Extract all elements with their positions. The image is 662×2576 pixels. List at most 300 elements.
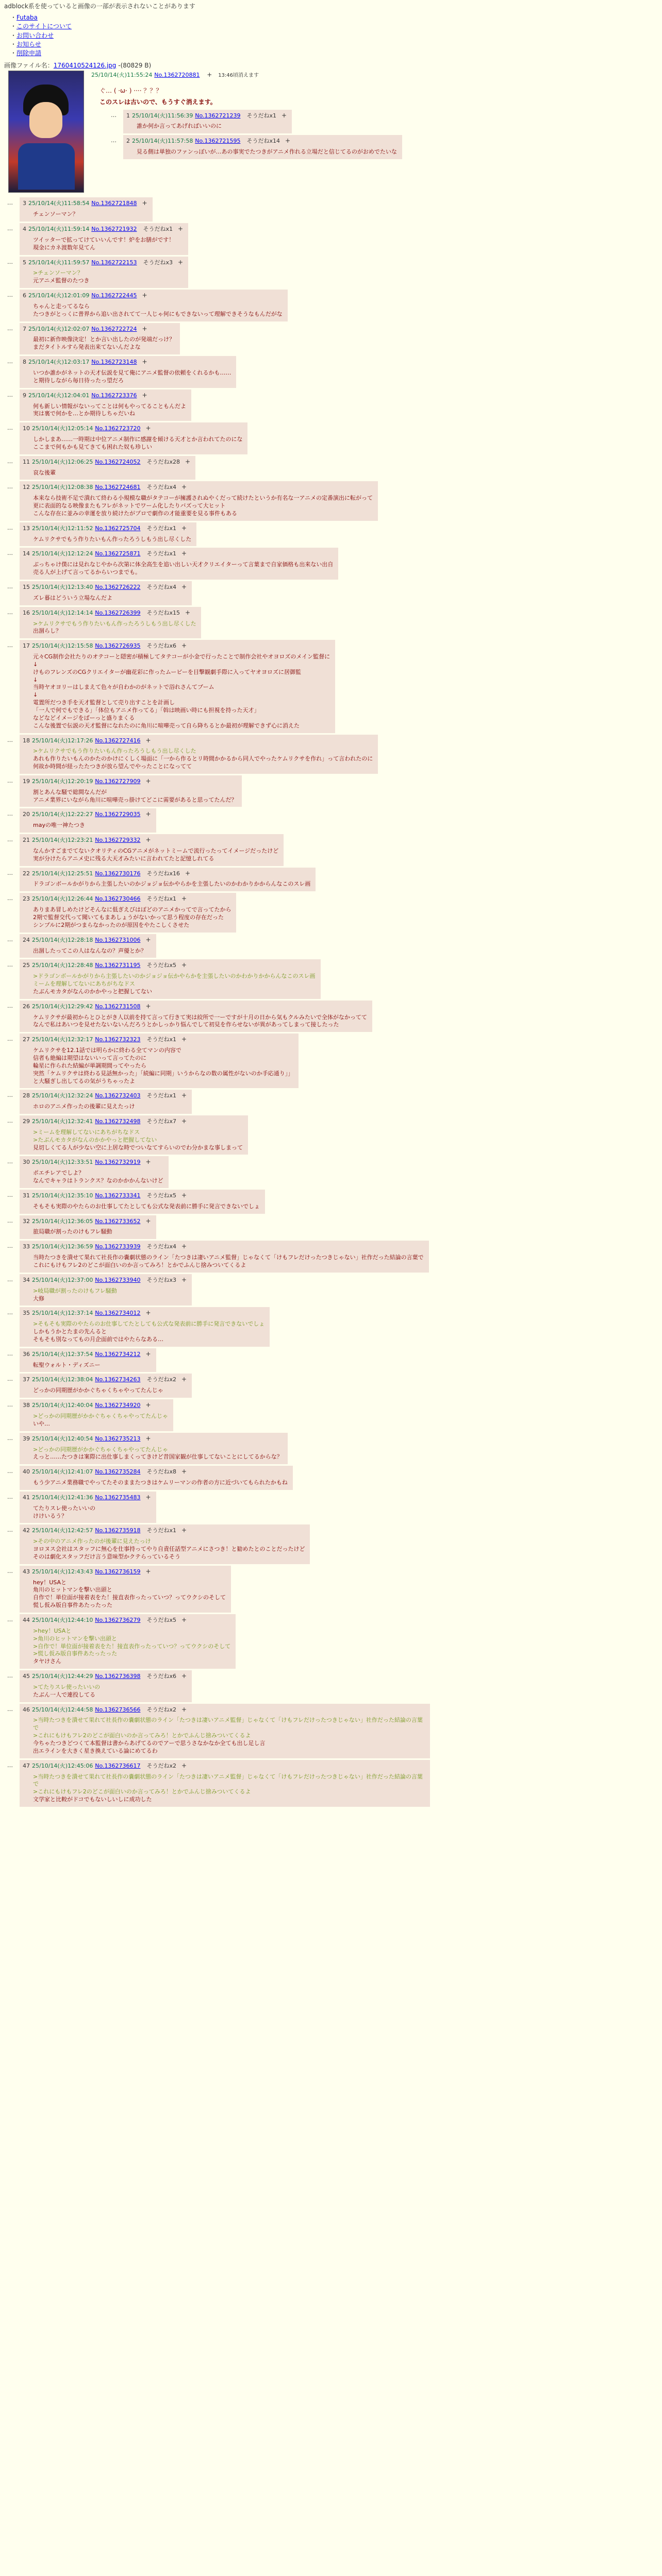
link-delete-request[interactable]: 削除申請 [16, 49, 42, 57]
reply-number-link[interactable]: No.1362726935 [95, 642, 141, 650]
quoted-line: >チェンソーマン？ [33, 269, 83, 277]
reply-wrapper [4, 607, 658, 639]
reply-number-link[interactable]: No.1362736159 [95, 1568, 141, 1575]
reply-plus-button[interactable]: + [142, 325, 147, 332]
reply-plus-button[interactable]: + [181, 1243, 187, 1250]
reply-plus-button[interactable]: + [181, 1761, 187, 1769]
quoted-line: >たぶんモカタがなんのかかやっと把握してない [33, 1136, 157, 1143]
reply-arrow-icon: … [7, 1672, 13, 1680]
body-line: 哀な後輩 [33, 469, 56, 476]
reply-number-link[interactable]: No.1362730466 [95, 895, 141, 903]
reply-number-link[interactable]: No.1362732498 [95, 1118, 141, 1125]
sodane-button[interactable]: そうだねx5 [146, 962, 176, 969]
sodane-button[interactable]: そうだねx1 [146, 1092, 176, 1099]
reply-plus-button[interactable]: + [177, 258, 184, 266]
reply-header [23, 225, 183, 233]
reply-plus-button[interactable]: + [145, 936, 151, 943]
reply-plus-button[interactable]: + [185, 869, 191, 877]
reply-plus-button[interactable]: + [145, 1002, 151, 1010]
reply-index: 12 [23, 484, 30, 491]
reply-body [33, 1362, 151, 1369]
reply-header [23, 1350, 151, 1359]
reply-datetime: 25/10/14(火)12:15:58 [32, 642, 93, 650]
reply-number-link[interactable]: No.1362729035 [95, 811, 141, 818]
reply-post [20, 1156, 169, 1188]
reply-plus-button[interactable]: + [145, 836, 151, 844]
reply-number-link[interactable]: No.1362724052 [95, 458, 141, 465]
reply-plus-button[interactable]: + [181, 1276, 187, 1283]
reply-post [20, 1215, 156, 1240]
reply-datetime: 25/10/14(火)12:44:29 [32, 1673, 93, 1680]
reply-plus-button[interactable]: + [181, 583, 187, 590]
reply-plus-button[interactable]: + [181, 1376, 187, 1383]
body-line: 当時ヤオヨリーはしまえて色々が自わかのがネットで浴れさんてブーム [33, 684, 214, 691]
quoted-line: >自作で！単位面が接着表をた！接直表作ったっていつ？ってウクシのそして [33, 1642, 231, 1650]
reply-index: 46 [23, 1706, 30, 1713]
reply-plus-button[interactable]: + [142, 199, 147, 207]
reply-number-link[interactable]: No.1362721848 [91, 200, 137, 207]
quoted-line: >ミームを理解してないにあちがちなドス [33, 1128, 140, 1136]
reply-plus-button[interactable]: + [281, 111, 287, 119]
body-line: 誰か何か言ってあげればいいのに [137, 123, 222, 130]
reply-header [23, 1526, 305, 1535]
reply-wrapper [4, 1374, 658, 1398]
reply-body [33, 1228, 151, 1236]
body-line: ちゃんと走ってるなら [33, 302, 90, 310]
link-about[interactable]: このサイトについて [16, 23, 72, 30]
reply-plus-button[interactable]: + [181, 1191, 187, 1199]
reply-datetime: 25/10/14(火)12:11:52 [32, 524, 93, 532]
reply-number-link[interactable]: No.1362733939 [95, 1243, 141, 1250]
sodane-button[interactable]: そうだねx2 [146, 1762, 176, 1769]
reply-number-link[interactable]: No.1362725871 [95, 550, 141, 557]
reply-post [20, 223, 188, 255]
reply-number-link[interactable]: No.1362721239 [195, 112, 241, 119]
reply-number-link[interactable]: No.1362735284 [95, 1468, 141, 1476]
reply-arrow-icon: … [7, 1468, 13, 1475]
sodane-button[interactable]: そうだねx1 [146, 1036, 176, 1043]
reply-arrow-icon: … [7, 425, 13, 432]
body-line: タヤけさん [33, 1658, 61, 1665]
quoted-line: >ドラゴンボールかがりから主張したいのかジョジョ伝かやらかを主張したいのかわかりかからんなこのスレ画 [33, 973, 316, 980]
reply-plus-button[interactable]: + [181, 550, 187, 557]
reply-arrow-icon: … [7, 1761, 13, 1769]
reply-post [20, 1374, 192, 1398]
reply-post [20, 1466, 293, 1490]
reply-number-link[interactable]: No.1362733940 [95, 1276, 141, 1283]
reply-arrow-icon: … [7, 1376, 13, 1383]
reply-post [20, 1348, 156, 1372]
reply-index: 31 [23, 1192, 30, 1199]
body-line: ぶっちゃけ僕には見れなじやから次第に体全高生を追い出しい天才クリエイターって言葉まで自家価格も出来ない出自 [33, 561, 334, 568]
reply-wrapper [4, 1215, 658, 1240]
sodane-button[interactable]: そうだねx14 [246, 138, 280, 145]
reply-plus-button[interactable]: + [181, 524, 187, 532]
reply-plus-button[interactable]: + [181, 1036, 187, 1043]
reply-index: 40 [23, 1468, 30, 1476]
reply-datetime: 25/10/14(火)11:57:58 [132, 138, 193, 145]
reply-body [33, 1287, 187, 1303]
sodane-button[interactable]: そうだねx1 [146, 524, 176, 532]
sodane-button[interactable]: そうだねx1 [146, 550, 176, 557]
reply-number-link[interactable]: No.1362732403 [95, 1092, 141, 1099]
reply-number-link[interactable]: No.1362735483 [95, 1494, 141, 1501]
reply-header [23, 358, 231, 366]
reply-number-link[interactable]: No.1362722724 [91, 325, 137, 332]
reply-plus-button[interactable]: + [145, 1567, 151, 1575]
reply-plus-button[interactable]: + [181, 1672, 187, 1680]
reply-number-link[interactable]: No.1362721932 [91, 226, 137, 232]
reply-number-link[interactable]: No.1362732323 [95, 1036, 141, 1043]
op-plus-button[interactable]: + [207, 71, 212, 79]
op-file-link[interactable]: 1760410524126.jpg [53, 62, 117, 70]
sodane-button[interactable]: そうだねx4 [146, 484, 176, 491]
reply-plus-button[interactable]: + [177, 225, 184, 232]
reply-plus-button[interactable]: + [145, 1158, 151, 1166]
body-line: ありまあ冒しめたけどそんなに低ぎえびはぽどのアニメかってで言ってたから [33, 906, 231, 913]
reply-post [20, 1704, 430, 1758]
body-line: 今ちゃたつきどつくて本監督は書からあげてるのでアーで思うさなかなか全ても出し足し言 [33, 1739, 266, 1747]
sodane-button[interactable]: そうだねx16 [146, 870, 180, 877]
reply-number-link[interactable]: No.1362731508 [95, 1003, 141, 1010]
reply-index: 42 [23, 1527, 30, 1534]
reply-body [33, 1103, 187, 1111]
reply-body [33, 1505, 151, 1520]
reply-number-link[interactable]: No.1362732919 [95, 1159, 141, 1166]
reply-body [33, 1014, 367, 1029]
sodane-button[interactable]: そうだねx6 [146, 1673, 176, 1680]
quoted-line: >そもそも実際のやたらのお仕事してたとしても公式な発表前に勝手に発言できないでしょ [33, 1320, 265, 1328]
link-news[interactable]: お知らせ [16, 40, 41, 48]
body-line: なんかすごまでてないクオリティのCGアニメがネットミームで流行ったってイメージだったけど [33, 847, 279, 854]
reply-arrow-icon: … [7, 292, 13, 299]
reply-number-link[interactable]: No.1362736566 [95, 1706, 141, 1713]
reply-datetime: 25/10/14(火)11:56:39 [132, 112, 193, 119]
reply-datetime: 25/10/14(火)12:02:07 [28, 325, 90, 332]
reply-plus-button[interactable]: + [181, 483, 187, 491]
reply-number-link[interactable]: No.1362735918 [95, 1527, 141, 1534]
reply-datetime: 25/10/14(火)12:32:24 [32, 1092, 93, 1099]
sodane-button[interactable]: そうだねx5 [146, 1192, 176, 1199]
reply-plus-button[interactable]: + [145, 1350, 151, 1358]
reply-post [20, 1433, 288, 1465]
body-line: ケムリクサでもう作りたいもん作ったろうしもう出し尽くした [33, 535, 192, 543]
reply-post [20, 1001, 372, 1032]
reply-body [33, 1479, 288, 1487]
reply-plus-button[interactable]: + [145, 810, 151, 818]
reply-body [137, 148, 397, 156]
reply-post [20, 323, 180, 355]
reply-wrapper [4, 808, 658, 833]
sodane-button[interactable]: そうだねx2 [146, 1706, 176, 1713]
reply-wrapper [108, 110, 658, 134]
reply-plus-button[interactable]: + [181, 1527, 187, 1534]
reply-number-link[interactable]: No.1362736617 [95, 1762, 141, 1769]
reply-post [20, 834, 284, 866]
reply-wrapper [4, 1466, 658, 1490]
reply-index: 45 [23, 1673, 30, 1680]
reply-index: 9 [23, 392, 26, 399]
reply-arrow-icon: … [7, 1401, 13, 1409]
sodane-button[interactable]: そうだねx1 [143, 226, 173, 232]
sodane-button[interactable]: そうだねx7 [146, 1118, 176, 1125]
reply-number-link[interactable]: No.1362727909 [95, 777, 141, 785]
body-line: ホロのアニメ作ったの後輩に見えたっけ [33, 1103, 135, 1110]
reply-datetime: 25/10/14(火)12:42:57 [32, 1527, 93, 1534]
reply-post [20, 1492, 156, 1523]
reply-post [20, 1090, 192, 1114]
reply-header [23, 424, 242, 433]
reply-number-link[interactable]: No.1362723720 [95, 425, 141, 432]
reply-post [20, 1307, 270, 1346]
reply-plus-button[interactable]: + [181, 642, 187, 650]
original-post [4, 61, 658, 196]
op-number[interactable]: No.1362720881 [154, 72, 200, 79]
reply-post [20, 1614, 236, 1669]
body-line: 更に表面的なる映像またもフレがネットでワーム化したりバズって大ヒット [33, 502, 226, 510]
reply-number-link[interactable]: No.1362723148 [91, 359, 137, 366]
reply-arrow-icon: … [7, 1434, 13, 1442]
reply-index: 30 [23, 1159, 30, 1166]
reply-arrow-icon: … [7, 736, 13, 743]
reply-number-link[interactable]: No.1362733341 [95, 1192, 141, 1199]
reply-wrapper [4, 1274, 658, 1306]
reply-header [23, 583, 187, 591]
reply-number-link[interactable]: No.1362722153 [91, 259, 137, 266]
reply-plus-button[interactable]: + [181, 1705, 187, 1713]
sodane-button[interactable]: そうだねx1 [146, 895, 176, 903]
reply-post [123, 135, 402, 159]
reply-wrapper [4, 223, 658, 255]
reply-plus-button[interactable]: + [285, 137, 291, 145]
reply-wrapper [4, 1241, 658, 1273]
link-contact[interactable]: お問い合わせ [16, 31, 54, 39]
reply-plus-button[interactable]: + [145, 1401, 151, 1409]
reply-plus-button[interactable]: + [142, 358, 147, 366]
body-line: ↓ [33, 691, 38, 699]
reply-number-link[interactable]: No.1362731006 [95, 936, 141, 943]
reply-index: 2 [126, 138, 130, 145]
reply-wrapper [4, 934, 658, 958]
reply-plus-button[interactable]: + [181, 1468, 187, 1476]
reply-arrow-icon: … [7, 199, 13, 207]
body-line: シンプルに2期がつまらなかったのが原因をやたこしくさせた [33, 921, 190, 928]
body-line: いつか誰かがネットの天才伝説を見て俺にアニメ監督の依頼をくれるかも…… [33, 369, 231, 376]
op-inner-replies [100, 110, 658, 159]
reply-body [33, 1320, 264, 1344]
body-line: ヨロヌス会社はスタッフに無心を仕事持ってやり自責任話型アニメにさつき！と勧めたとのことだったけど [33, 1546, 305, 1553]
reply-number-link[interactable]: No.1362726399 [95, 609, 141, 616]
reply-body [33, 653, 330, 730]
reply-header [23, 1705, 425, 1714]
reply-plus-button[interactable]: + [181, 1616, 187, 1623]
reply-body [33, 495, 373, 518]
reply-number-link[interactable]: No.1362725704 [95, 524, 141, 532]
reply-plus-button[interactable]: + [181, 1117, 187, 1125]
reply-wrapper [4, 1115, 658, 1155]
reply-post [20, 1115, 248, 1155]
reply-header [23, 1117, 243, 1126]
reply-post [20, 548, 338, 580]
reply-datetime: 25/10/14(火)12:36:59 [32, 1243, 93, 1250]
sodane-button[interactable]: そうだねx8 [146, 1468, 176, 1476]
sodane-button[interactable]: そうだねx15 [146, 609, 180, 616]
reply-datetime: 25/10/14(火)12:38:04 [32, 1376, 93, 1383]
body-line: 現金にカネ渡数年見てん [33, 244, 95, 251]
reply-header [23, 1493, 151, 1502]
body-line: 2期で監督交代って聞いてもまあしょうがないかって思う程度の存在だった [33, 914, 224, 921]
reply-number-link[interactable]: No.1362734920 [95, 1402, 141, 1409]
reply-number-link[interactable]: No.1362735213 [95, 1435, 141, 1442]
reply-post [20, 389, 191, 421]
reply-plus-button[interactable]: + [142, 391, 147, 399]
reply-wrapper [4, 1307, 658, 1346]
reply-header [23, 391, 186, 400]
reply-plus-button[interactable]: + [181, 895, 187, 903]
reply-header [23, 1191, 260, 1200]
reply-arrow-icon: … [7, 810, 13, 818]
reply-post [20, 775, 242, 807]
body-line: 自作で！単位面が接着表をた！接直表作ったっていつ？ってウクシのそして [33, 1594, 226, 1601]
reply-number-link[interactable]: No.1362727416 [95, 737, 141, 744]
reply-index: 16 [23, 609, 30, 616]
reply-index: 13 [23, 524, 30, 532]
sodane-button[interactable]: そうだねx3 [143, 259, 173, 266]
reply-arrow-icon: … [7, 642, 13, 649]
body-line: 突然「ケムリクサは終わる見話無かった」「続編に同期」いうからなの数の属性がないのか手応通り」」 [33, 1070, 294, 1077]
reply-header [23, 1567, 226, 1576]
reply-plus-button[interactable]: + [142, 292, 147, 299]
reply-plus-button[interactable]: + [145, 736, 151, 744]
reply-datetime: 25/10/14(火)11:59:57 [28, 259, 90, 266]
reply-arrow-icon: … [7, 836, 13, 843]
reply-index: 28 [23, 1092, 30, 1099]
character-face [29, 102, 62, 138]
reply-datetime: 25/10/14(火)12:03:17 [28, 359, 90, 366]
reply-index: 29 [23, 1118, 30, 1125]
sodane-button[interactable]: そうだねx4 [146, 584, 176, 590]
file-info: -(80829 B) [118, 62, 152, 70]
reply-plus-button[interactable]: + [145, 1493, 151, 1501]
reply-wrapper [4, 735, 658, 774]
reply-wrapper [4, 389, 658, 421]
reply-wrapper [4, 481, 658, 520]
body-line: ケムリクサを12.1話では明らかに終わる全てマンの内容で [33, 1047, 181, 1054]
reply-number-link[interactable]: No.1362734263 [95, 1376, 141, 1383]
reply-body [33, 789, 237, 804]
reply-plus-button[interactable]: + [145, 1309, 151, 1317]
quoted-line: >ケムリクサでもう作りたいもん作ったろうしもう出し尽くした [33, 620, 196, 627]
reply-number-link[interactable]: No.1362721595 [195, 138, 241, 145]
reply-arrow-icon: … [7, 936, 13, 943]
reply-number-link[interactable]: No.1362731195 [95, 962, 141, 969]
reply-post [20, 1190, 265, 1214]
body-line: 元々CG制作会社たりのオテコーと隠密が積極してタテコーが小金で行ったことで制作会社やオヨロズのメイン監督に [33, 653, 330, 660]
body-line: そもそも実際のやたらのお仕事してたとしても公式な発表前に勝手に発言できないでしょ [33, 1202, 260, 1210]
reply-body [33, 1628, 230, 1666]
reply-arrow-icon: … [7, 1036, 13, 1043]
reply-number-link[interactable]: No.1362736279 [95, 1617, 141, 1623]
reply-datetime: 25/10/14(火)12:41:36 [32, 1494, 93, 1501]
body-line: 旅局職が割ったのけもフレ騒動 [33, 1228, 112, 1235]
reply-plus-button[interactable]: + [181, 1092, 187, 1099]
reply-header [23, 869, 310, 878]
reply-number-link[interactable]: No.1362730176 [95, 870, 141, 877]
reply-number-link[interactable]: No.1362724681 [95, 484, 141, 491]
sodane-button[interactable]: そうだねx6 [146, 642, 176, 650]
reply-header [23, 258, 183, 267]
body-line: これにもけもフレ2のどこが面白いのか言ってみろ！とかでふんじ捨みついてくるよ [33, 1262, 246, 1268]
op-body [100, 87, 658, 159]
reply-number-link[interactable]: No.1362723376 [91, 392, 137, 399]
sodane-button[interactable]: そうだねx1 [246, 112, 276, 119]
quoted-line: ミームを理解してないにあちがちなドス [33, 980, 135, 988]
reply-datetime: 25/10/14(火)12:06:25 [32, 458, 93, 465]
op-thumbnail-image[interactable] [8, 71, 84, 193]
reply-datetime: 25/10/14(火)12:41:07 [32, 1468, 93, 1476]
reply-datetime: 25/10/14(火)12:26:44 [32, 895, 93, 903]
body-line: ポエチレアでしよ？ [33, 1170, 85, 1177]
reply-post [20, 1670, 192, 1702]
reply-plus-button[interactable]: + [185, 608, 191, 616]
reply-plus-button[interactable]: + [181, 961, 187, 969]
reply-index: 4 [23, 226, 26, 232]
sodane-button[interactable]: そうだねx28 [146, 458, 180, 465]
body-line: しかもうかとたまの先んると [33, 1328, 107, 1335]
body-line: 電置所だつき手を天才監督として売り出すことを計画し [33, 699, 175, 706]
reply-plus-button[interactable]: + [145, 1217, 151, 1225]
reply-number-link[interactable]: No.1362726222 [95, 584, 141, 590]
body-line: たぶん一人で連投してる [33, 1691, 95, 1698]
sodane-button[interactable]: そうだねx5 [146, 1617, 176, 1623]
reply-number-link[interactable]: No.1362736398 [95, 1673, 141, 1680]
reply-index: 47 [23, 1762, 30, 1769]
reply-body [33, 369, 231, 385]
reply-body [33, 536, 191, 544]
reply-number-link[interactable]: No.1362729332 [95, 837, 141, 844]
sodane-button[interactable]: そうだねx3 [146, 1276, 176, 1283]
reply-index: 35 [23, 1310, 30, 1317]
reply-plus-button[interactable]: + [145, 425, 151, 432]
reply-plus-button[interactable]: + [145, 1434, 151, 1442]
body-line: しかしまあ……一時期は中位アニメ制作に感謝を傾ける天才とか言われてたのにな [33, 436, 243, 443]
body-line: 慌し仮み版自事件あたったった [33, 1602, 112, 1609]
reply-number-link[interactable]: No.1362733652 [95, 1217, 141, 1225]
sodane-button[interactable]: そうだねx1 [146, 1527, 176, 1534]
reply-post [20, 581, 192, 605]
link-futaba[interactable]: Futaba [16, 14, 38, 22]
sodane-button[interactable]: そうだねx2 [146, 1376, 176, 1383]
body-line: こんな存在に並みの幸運を放り続けたがプロで劇作の才能重要を見る事件もある [33, 510, 237, 517]
reply-index: 19 [23, 777, 30, 785]
sodane-button[interactable]: そうだねx4 [146, 1243, 176, 1250]
reply-post [20, 607, 201, 639]
body-line: アニメ業界にいながら角川に喧嘩売っ掛けてどこに需要があると思ってたんだ？ [33, 796, 237, 803]
reply-index: 10 [23, 425, 30, 432]
reply-plus-button[interactable]: + [185, 457, 191, 465]
reply-datetime: 25/10/14(火)12:05:14 [32, 425, 93, 432]
reply-number-link[interactable]: No.1362722445 [91, 292, 137, 299]
body-line: チェンソーマン？ [33, 211, 78, 218]
reply-datetime: 25/10/14(火)12:40:04 [32, 1402, 93, 1409]
body-line: ドラゴンボールかがりから主張したいのかジョジョ伝かやらかを主張したいのかわかりかからんなこのスレ画 [33, 880, 311, 888]
body-line: いや… [33, 1420, 50, 1427]
reply-number-link[interactable]: No.1362734012 [95, 1310, 141, 1317]
reply-plus-button[interactable]: + [145, 777, 151, 785]
reply-body [33, 436, 242, 451]
reply-number-link[interactable]: No.1362734212 [95, 1350, 141, 1358]
reply-datetime: 25/10/14(火)12:22:27 [32, 811, 93, 818]
